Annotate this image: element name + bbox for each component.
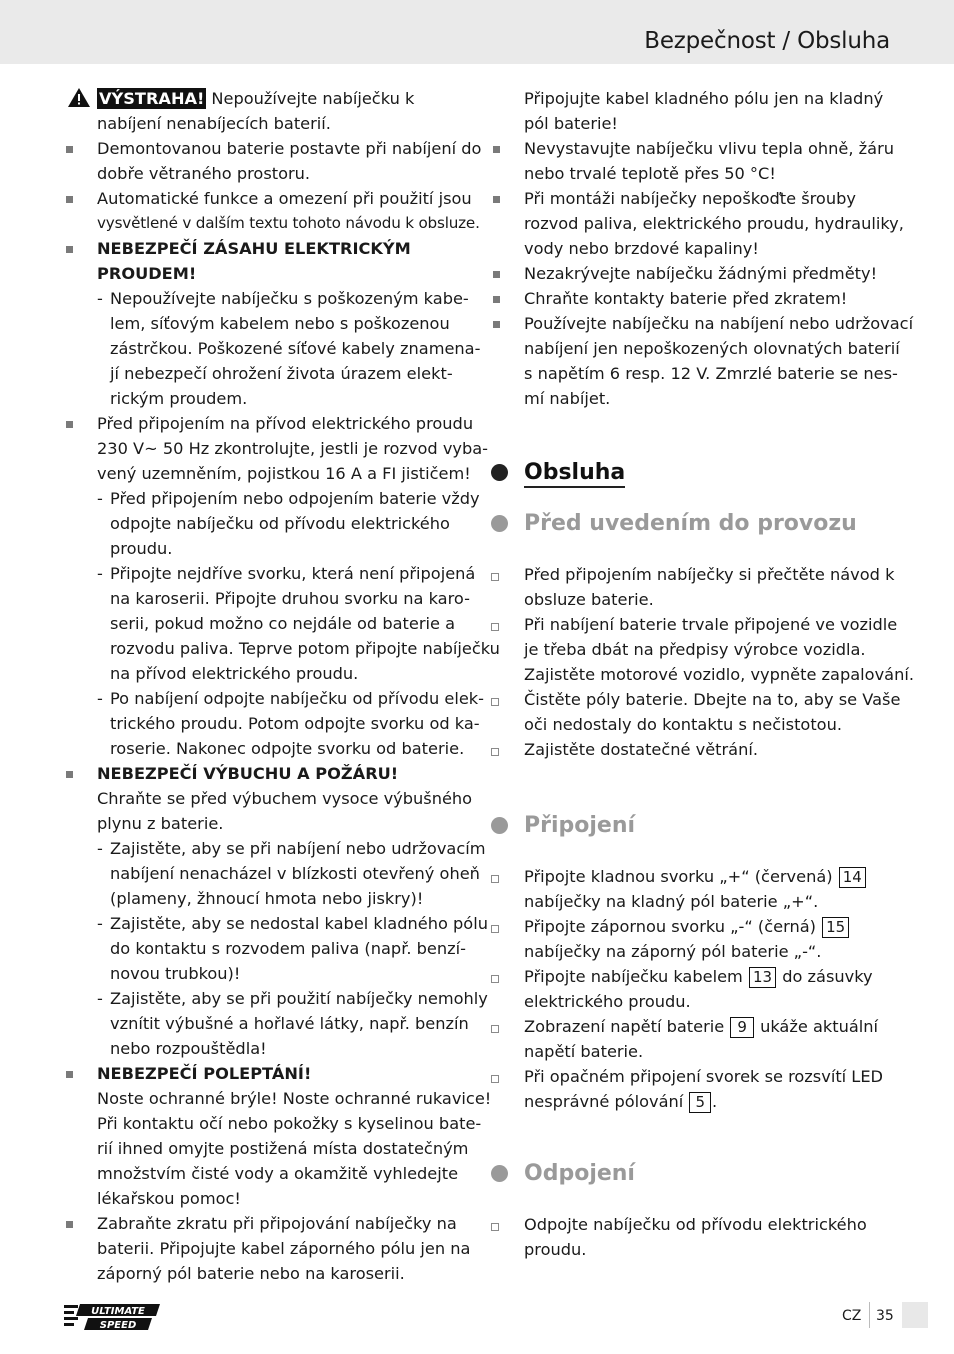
checkbox-bullet-icon <box>491 925 499 933</box>
text-line: Používejte nabíječku na nabíjení nebo udržovací <box>524 314 914 333</box>
dash-item <box>64 986 488 1061</box>
text-line: množstvím čisté vody a okamžitě vyhledejte <box>97 1164 459 1183</box>
square-bullet-icon <box>493 321 500 328</box>
reference-number: 13 <box>749 967 776 988</box>
dash-bullet: - <box>97 489 103 508</box>
page-title: Bezpečnost / Obsluha <box>644 28 890 54</box>
text-line: zástrčkou. Poškozené síťové kabely znamena- <box>110 339 481 358</box>
footer-divider <box>869 1302 870 1328</box>
warning-line <box>64 86 468 111</box>
text-line: nabíjení jen nepoškozených olovnatých baterií <box>524 339 900 358</box>
list-item <box>64 411 489 486</box>
list-item <box>491 186 904 261</box>
dash-bullet: - <box>97 839 103 858</box>
square-bullet-icon <box>66 196 73 203</box>
list-item <box>64 186 480 236</box>
text-line: NEBEZPEČÍ ZÁSAHU ELEKTRICKÝM <box>97 239 411 258</box>
text-line: nebo trvalé teplotě přes 50 °C! <box>524 164 776 183</box>
text-line: vznítit výbušné a hořlavé látky, např. benzín <box>110 1014 469 1033</box>
dash-bullet: - <box>97 989 103 1008</box>
text-line: Při nabíjení baterie trvale připojené ve vozidle <box>524 615 898 634</box>
square-bullet-icon <box>66 1071 73 1078</box>
text-line: Zajistěte dostatečné větrání. <box>524 740 759 759</box>
checkbox-bullet-icon <box>491 975 499 983</box>
text-line: novou trubkou)! <box>110 964 241 983</box>
reference-number: 15 <box>822 917 849 938</box>
text-line: Zabraňte zkratu při připojování nabíječky na <box>97 1214 457 1233</box>
dash-item <box>64 686 484 761</box>
text-line: nabíječky na kladný pól baterie „+“. <box>524 892 819 911</box>
text-line: Zajistěte, aby se při nabíjení nebo udržovacím <box>110 839 486 858</box>
text-line: mí nabíjet. <box>524 389 611 408</box>
text-line: Připojte nejdříve svorku, která není připojená <box>110 564 476 583</box>
text-line: nabíjení nenacházel v blízkosti otevřený oheň <box>110 864 480 883</box>
list-item <box>491 1014 895 1064</box>
bullet-dot-icon <box>491 515 508 532</box>
list-item <box>64 761 473 836</box>
checkbox-bullet-icon <box>491 748 499 756</box>
text-line: rií ihned omyjte postižená místa dostatečným <box>97 1139 469 1158</box>
text-line: rozvodu paliva. Teprve potom připojte nabíječku <box>110 639 500 658</box>
list-item <box>491 864 895 914</box>
list-item <box>491 136 895 186</box>
dash-bullet: - <box>97 914 103 933</box>
text-line: vody nebo brzdové kapaliny! <box>524 239 759 258</box>
list-item <box>491 914 895 964</box>
text-line: odpojte nabíječku od přívodu elektrického <box>110 514 450 533</box>
square-bullet-icon <box>493 271 500 278</box>
text-line: Připojte kladnou svorku „+“ (červená) 14 <box>524 864 895 889</box>
text-line: rickým proudem. <box>110 389 248 408</box>
checkbox-bullet-icon <box>491 1223 499 1231</box>
footer-tab <box>902 1302 928 1328</box>
text-line: záporný pól baterie nebo na karoserii. <box>97 1264 405 1283</box>
text-line: Nezakrývejte nabíječku žádnými předměty! <box>524 264 878 283</box>
square-bullet-icon <box>66 771 73 778</box>
text-line: jí nebezpečí ohrožení života úrazem elekt- <box>110 364 453 383</box>
page-number: 35 <box>876 1308 894 1324</box>
text-line: Čistěte póly baterie. Dbejte na to, aby se Vaše <box>524 690 901 709</box>
reference-number: 9 <box>730 1017 754 1038</box>
dash-bullet: - <box>97 289 103 308</box>
text-line: NEBEZPEČÍ POLEPTÁNÍ! <box>97 1064 312 1083</box>
text-line: nesprávné pólování 5 . <box>524 1092 718 1111</box>
warning-text-cont: nabíjení nenabíjecích baterií. <box>97 114 331 133</box>
text-line: lem, síťovým kabelem nebo s poškozenou <box>110 314 450 333</box>
bullet-dot-icon <box>491 464 508 481</box>
list-item <box>491 311 914 411</box>
text-line: obsluze baterie. <box>524 590 654 609</box>
list-item <box>64 1211 471 1286</box>
text-line: Nevystavujte nabíječku vlivu tepla ohně, žáru <box>524 139 895 158</box>
list-item <box>491 964 895 1014</box>
text-line: proudu. <box>524 1240 587 1259</box>
text-line: Při montáži nabíječky nepoškoďte šrouby <box>524 189 856 208</box>
svg-text:ULTIMATE: ULTIMATE <box>91 1306 145 1317</box>
list-item <box>491 286 895 311</box>
text-line: Připojte nabíječku kabelem 13 do zásuvky <box>524 967 873 986</box>
warning-text: Nepoužívejte nabíječku k <box>211 89 415 108</box>
reference-number: 5 <box>689 1092 711 1113</box>
text-line: Po nabíjení odpojte nabíječku od přívodu elek- <box>110 689 484 708</box>
dash-item <box>64 836 486 911</box>
text-line: 230 V~ 50 Hz zkontrolujte, jestli je rozvod vyba- <box>97 439 489 458</box>
text-line: rozvod paliva, elektrického proudu, hydrauliky, <box>524 214 904 233</box>
dash-item <box>64 486 480 561</box>
list-item <box>491 562 895 612</box>
text-line: NEBEZPEČÍ VÝBUCHU A POŽÁRU! <box>97 764 399 783</box>
square-bullet-icon <box>493 296 500 303</box>
dash-item <box>64 561 500 686</box>
list-item <box>491 737 895 762</box>
section-heading-pripojeni: Připojení <box>491 812 895 840</box>
text-line: Zajistěte, aby se při použití nabíječky nemohly <box>110 989 488 1008</box>
text-line: Nepoužívejte nabíječku s poškozeným kabe- <box>110 289 469 308</box>
text-line: pól baterie! <box>524 114 618 133</box>
text-line: Automatické funkce a omezení při použití jsou <box>97 189 472 208</box>
dash-bullet: - <box>97 564 103 583</box>
list-item <box>64 1061 492 1211</box>
reference-number: 14 <box>839 867 866 888</box>
text-line: Zajistěte motorové vozidlo, vypněte zapalování. <box>524 665 914 684</box>
section-heading-pred-uvedenim: Před uvedením do provozu <box>491 510 895 538</box>
text-line: vysvětlené v dalším textu tohoto návodu k obsluze. <box>97 214 480 232</box>
text-line: napětí baterie. <box>524 1042 644 1061</box>
warning-triangle-icon <box>67 87 91 107</box>
text-line: Před připojením nebo odpojením baterie vždy <box>110 489 480 508</box>
text-line: do kontaktu s rozvodem paliva (např. benzí- <box>110 939 466 958</box>
text-line: trického proudu. Potom odpojte svorku od ka- <box>110 714 480 733</box>
text-line: Zobrazení napětí baterie 9 ukáže aktuální <box>524 1017 879 1036</box>
text-line: nabíječky na záporný pól baterie „-“. <box>524 942 822 961</box>
square-bullet-icon <box>66 421 73 428</box>
checkbox-bullet-icon <box>491 875 499 883</box>
list-item <box>64 136 482 186</box>
text-line: Chraňte kontakty baterie před zkratem! <box>524 289 848 308</box>
list-item <box>491 687 901 737</box>
list-item <box>491 612 914 687</box>
section-heading-odpojeni: Odpojení <box>491 1160 895 1188</box>
text-line: Při kontaktu očí nebo pokožky s kyselinou bate- <box>97 1114 482 1133</box>
text-line: dobře větraného prostoru. <box>97 164 311 183</box>
text-line: Před připojením nabíječky si přečtěte návod k <box>524 565 895 584</box>
text-line: proudu. <box>110 539 173 558</box>
text-line: vený uzemněním, pojistkou 16 A a FI jističem! <box>97 464 471 483</box>
checkbox-bullet-icon <box>491 623 499 631</box>
checkbox-bullet-icon <box>491 698 499 706</box>
text-line: Odpojte nabíječku od přívodu elektrického <box>524 1215 867 1234</box>
svg-text:SPEED: SPEED <box>99 1320 137 1331</box>
bullet-dot-icon <box>491 817 508 834</box>
text-line: serii, pokud možno co nejdále od baterie a <box>110 614 456 633</box>
square-bullet-icon <box>66 146 73 153</box>
bullet-dot-icon <box>491 1165 508 1182</box>
text-line: s napětím 6 resp. 12 V. Zmrzlé baterie se nes- <box>524 364 898 383</box>
text-line: plynu z baterie. <box>97 814 224 833</box>
text-line: nebo rozpouštědla! <box>110 1039 267 1058</box>
list-item <box>64 236 468 286</box>
text-line: Připojujte kabel kladného pólu jen na kladný <box>524 89 884 108</box>
text-line: elektrického proudu. <box>524 992 691 1011</box>
text-line: Noste ochranné brýle! Noste ochranné rukavice! <box>97 1089 492 1108</box>
brand-logo <box>64 1302 162 1332</box>
text-line: baterii. Připojujte kabel záporného pólu jen na <box>97 1239 471 1258</box>
text-line: na přívod elektrického proudu. <box>110 664 359 683</box>
square-bullet-icon <box>493 196 500 203</box>
list-item <box>491 261 895 286</box>
section-heading-obsluha: Obsluha <box>491 459 895 488</box>
square-bullet-icon <box>66 246 73 253</box>
left-column <box>64 86 500 1286</box>
text-line: PROUDEM! <box>97 264 197 283</box>
text-line: Zajistěte, aby se nedostal kabel kladného pólu <box>110 914 488 933</box>
dash-bullet: - <box>97 689 103 708</box>
text-line: (plameny, žhnoucí hmota nebo jiskry)! <box>110 889 424 908</box>
checkbox-bullet-icon <box>491 1075 499 1083</box>
text-line: Chraňte se před výbuchem vysoce výbušného <box>97 789 473 808</box>
text-line: lékařskou pomoc! <box>97 1189 241 1208</box>
checkbox-bullet-icon <box>491 1025 499 1033</box>
text-line: je třeba dbát na předpisy výrobce vozidla. <box>524 640 866 659</box>
continued-text <box>491 86 895 136</box>
text-line: oči nedostaly do kontaktu s nečistotou. <box>524 715 842 734</box>
text-line: Demontovanou baterie postavte při nabíjení do <box>97 139 482 158</box>
square-bullet-icon <box>493 146 500 153</box>
text-line: roserie. Nakonec odpojte svorku od baterie. <box>110 739 465 758</box>
checkbox-bullet-icon <box>491 573 499 581</box>
dash-item <box>64 911 488 986</box>
list-item <box>491 1212 895 1262</box>
text-line: Před připojením na přívod elektrického proudu <box>97 414 474 433</box>
right-column <box>491 86 914 1262</box>
dash-item <box>64 286 481 411</box>
text-line: Při opačném připojení svorek se rozsvítí LED <box>524 1067 884 1086</box>
text-line: Připojte zápornou svorku „-“ (černá) 15 <box>524 914 895 939</box>
list-item <box>491 1064 895 1114</box>
square-bullet-icon <box>66 1221 73 1228</box>
warning-label: VÝSTRAHA! <box>99 89 205 108</box>
footer-language: CZ <box>842 1308 862 1324</box>
text-line: na karoserii. Připojte druhou svorku na karo- <box>110 589 470 608</box>
